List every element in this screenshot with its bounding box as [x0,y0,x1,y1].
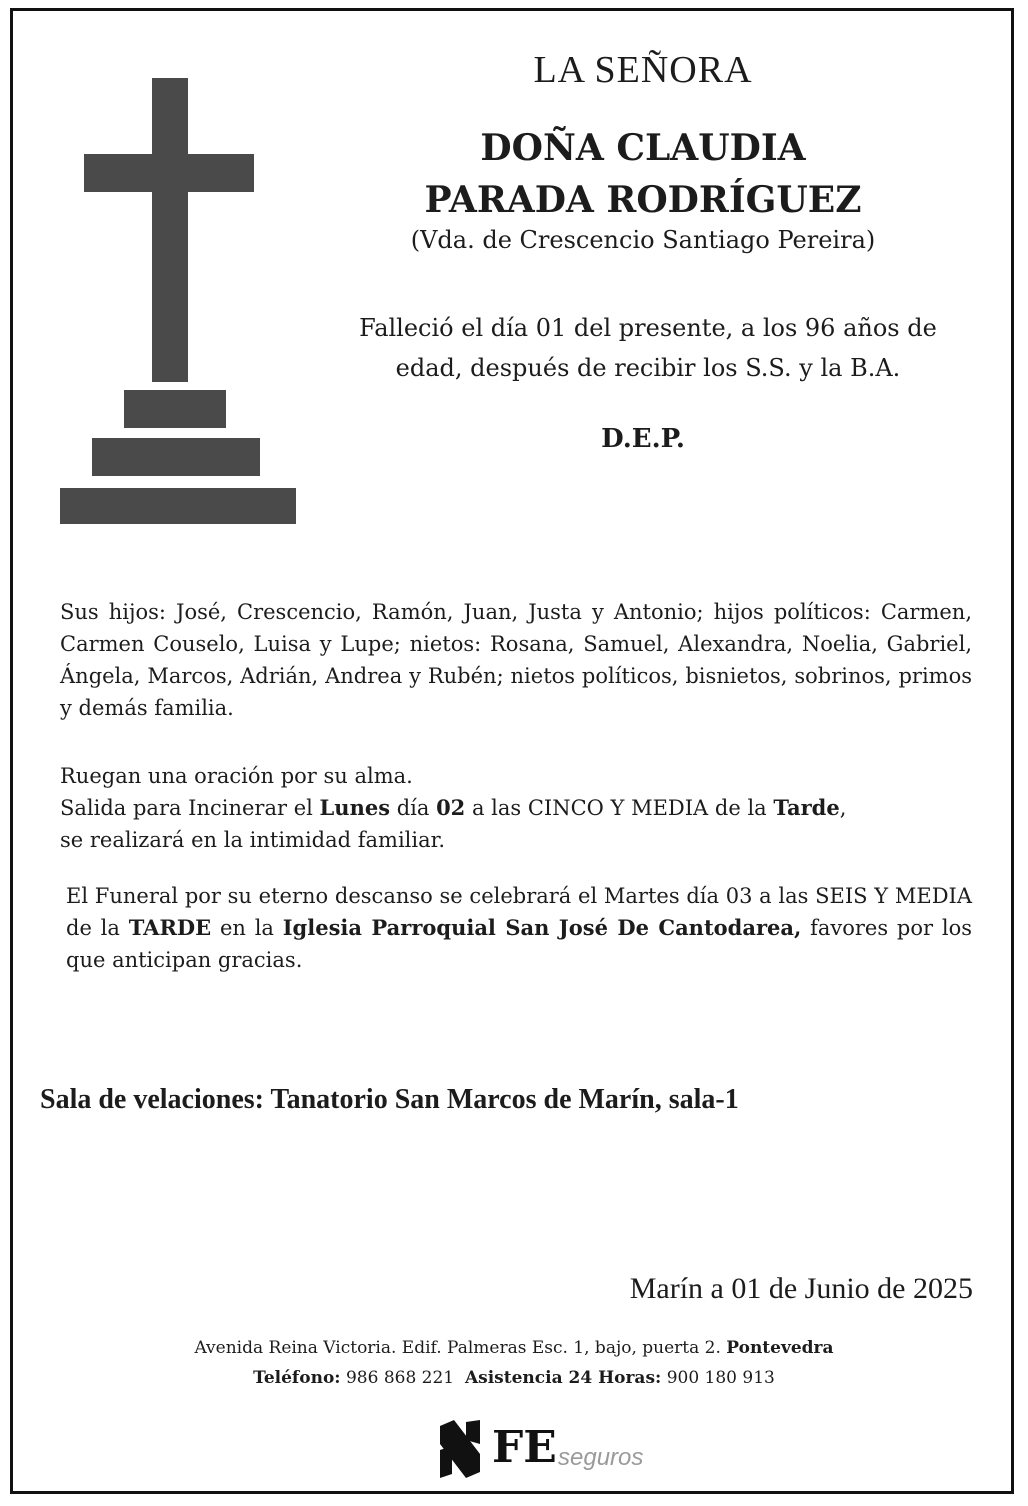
departure-line [60,792,972,824]
cross-horizontal-bar [84,154,254,192]
family-list: Sus hijos: José, Crescencio, Ramón, Juan, Justa y Antonio; hijos políticos: Carmen, Carmen Couselo, Luisa y Lupe; nietos: Rosana, Samuel, Alexandra, Noelia, Gabriel, Ángela, Marcos, Adrián, Andrea y Rubén; nietos políticos, bisnietos, sobrinos, primos y demás familia. [60,600,972,720]
phone-label: Teléfono: [253,1368,341,1388]
deceased-name-line2: PARADA RODRÍGUEZ [424,179,862,221]
funeral-church: Iglesia Parroquial San José De Cantodarea, [282,915,802,940]
cross-base-step-bottom [60,488,296,524]
deceased-name [318,122,968,226]
departure-time-of-day: Tarde [773,795,840,820]
funeral-text-1: El Funeral por su eterno descanso se celebrará el Martes día 03 a las SEIS Y MEDIA de la [66,884,972,940]
dep-abbreviation: D.E.P. [601,424,685,454]
death-notice-line2: edad, después de recibir los S.S. y la B.A. [395,354,901,382]
departure-date: 02 [436,795,466,820]
assistance-number: 900 180 913 [666,1368,775,1388]
funeral-text-3: favores por los que anticipan gracias. [66,916,972,972]
cross-base-step-top [124,390,226,428]
logo-text: FE [492,1422,557,1473]
address-city: Pontevedra [726,1338,834,1358]
death-notice [320,308,976,388]
phone-line [0,1368,1028,1388]
funeral-text-2: en la [211,916,283,940]
privacy-note: se realizará en la intimidad familiar. [60,828,446,852]
address-line [0,1338,1028,1358]
departure-text-2: día [390,796,437,820]
funeral-time-of-day: TARDE [128,915,212,940]
cross-icon [58,78,298,526]
death-notice-line1: Falleció el día 01 del presente, a los 96 años de [359,314,937,342]
place-date: Marín a 01 de Junio de 2025 [629,1272,973,1305]
departure-text-1: Salida para Incinerar el [60,796,320,820]
widow-note: (Vda. de Crescencio Santiago Pereira) [410,226,876,254]
departure-text-3: a las CINCO Y MEDIA de la [465,796,774,820]
prayer-request: Ruegan una oración por su alma. [60,764,413,788]
assistance-label: Asistencia 24 Horas: [464,1368,662,1388]
fe-seguros-logo-icon [436,1420,486,1478]
cross-vertical-bar [152,78,188,382]
logo-subtext: seguros [558,1444,644,1471]
wake-room: Sala de velaciones: Tanatorio San Marcos de Marín, sala-1 [40,1084,739,1115]
cross-base-step-middle [92,438,260,476]
address-text: Avenida Reina Victoria. Edif. Palmeras Esc. 1, bajo, puerta 2. [194,1338,727,1358]
honorific: LA SEÑORA [533,49,753,91]
funeral-announcement [66,880,972,976]
deceased-name-line1: DOÑA CLAUDIA [480,127,806,169]
departure-text-4: , [839,796,847,820]
departure-day: Lunes [319,795,391,820]
phone-number: 986 868 221 [345,1368,455,1388]
fe-seguros-logo [436,1418,666,1482]
